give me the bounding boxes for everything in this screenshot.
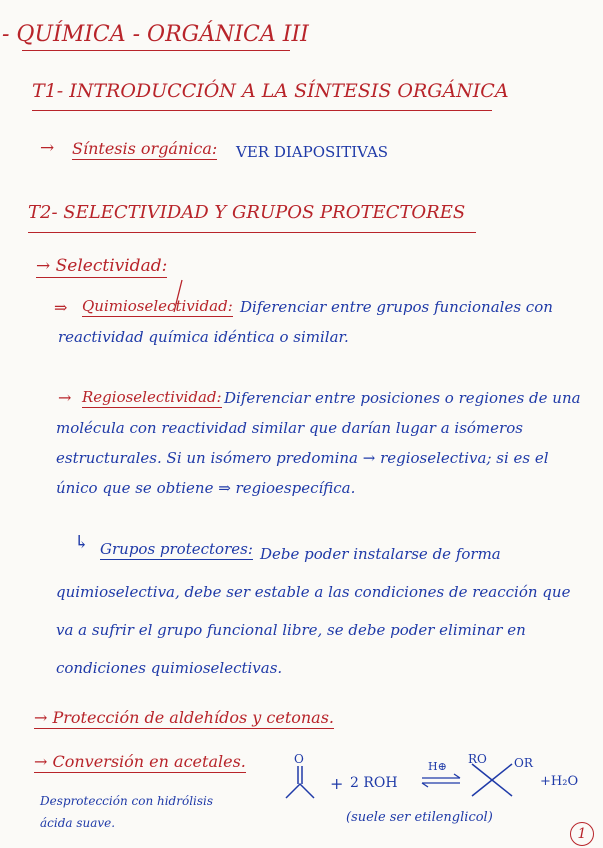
- page-number: 1: [570, 822, 594, 846]
- grupos-text: Debe poder instalarse de forma quimioselectiva, debe ser estable a las condiciones de reacción que va a sufrir el grupo funcional libre, se debe poder eliminar en condiciones quimioselectivas.: [56, 545, 571, 677]
- reaction-note: (suele ser etilenglicol): [346, 810, 493, 825]
- regio-label: Regioselectividad:: [82, 388, 222, 406]
- sintesis-arrow: →: [40, 138, 55, 158]
- reaction-or-label: OR: [514, 756, 533, 770]
- grupos-arrow: ↳: [74, 532, 90, 553]
- sintesis-label: Síntesis orgánica:: [72, 139, 218, 158]
- reaction-plus: +: [330, 774, 344, 793]
- quimio-label: Quimioselectividad:: [82, 297, 233, 315]
- quimio-arrow: ⇒: [54, 298, 68, 317]
- t2-underline: [28, 232, 476, 233]
- regio-text: Diferenciar entre posiciones o regiones de una molécula con reactividad similar que darían lugar a isómeros estructurales. Si un isómero predomina → regioselectiva; si es el único que se obtiene ⇒ regioespecífica.: [56, 389, 581, 497]
- page-title: - QUÍMICA - ORGÁNICA III: [2, 22, 309, 47]
- reaction-ro-label: RO: [468, 752, 487, 766]
- selectividad-heading: → Selectividad:: [36, 256, 168, 276]
- reaction-reagent: 2 ROH: [350, 775, 398, 791]
- acetal-structure: [472, 764, 512, 796]
- section-t1-heading: T1- INTRODUCCIÓN A LA SÍNTESIS ORGÁNICA: [32, 80, 509, 102]
- quimio-text: Diferenciar entre grupos funcionales con reactividad química idéntica o similar.: [58, 298, 553, 346]
- desproteccion-text: Desprotección con hidrólisis ácida suave.: [40, 794, 214, 830]
- reaction-catalyst: H⊕: [428, 760, 447, 773]
- conversion-heading: → Conversión en acetales.: [34, 752, 246, 771]
- sintesis-text: VER DIAPOSITIVAS: [236, 143, 389, 161]
- regio-arrow: →: [58, 388, 72, 407]
- ketone-structure: [286, 766, 314, 798]
- reaction-water: +H₂O: [540, 774, 579, 789]
- carbonyl-oxygen: O: [294, 752, 304, 766]
- title-underline: [22, 50, 290, 51]
- equilibrium-arrows: [422, 774, 460, 787]
- grupos-label: Grupos protectores:: [100, 540, 253, 558]
- section-t2-heading: T2- SELECTIVIDAD Y GRUPOS PROTECTORES: [28, 202, 466, 223]
- t1-underline: [32, 110, 492, 111]
- proteccion-heading: → Protección de aldehídos y cetonas.: [34, 708, 335, 727]
